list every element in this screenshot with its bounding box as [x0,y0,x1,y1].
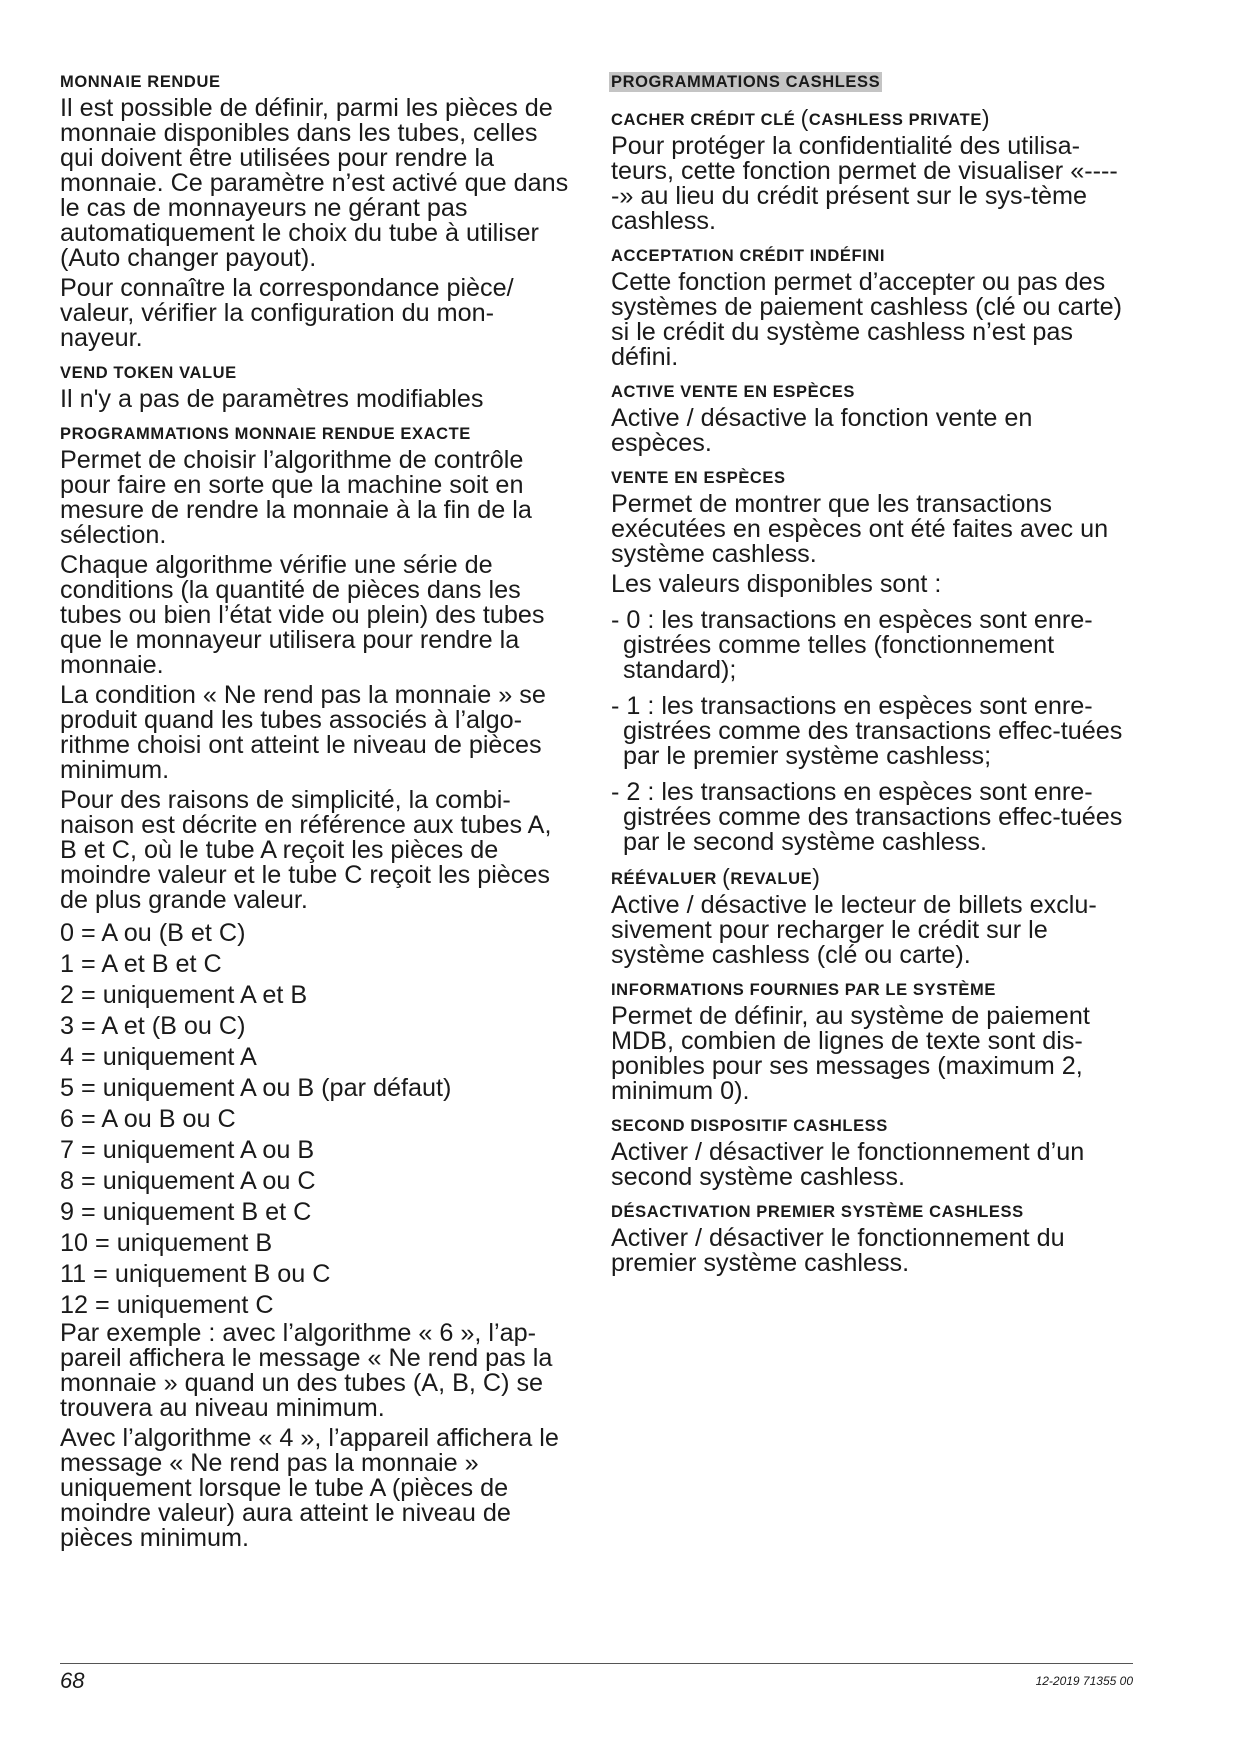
algorithm-item: 1 = A et B et C [60,950,222,978]
paragraph: Activer / désactiver le fonctionnement du premier système cashless. [611,1224,1065,1277]
algorithm-item: 3 = A et (B ou C) [60,1012,246,1040]
paragraph: Par exemple : avec l’algorithme « 6 », l’ap-pareil affichera le message « Ne rend pas la monnaie » quand un des tubes (A, B, C) se trouvera au niveau minimum. [60,1319,553,1422]
page-number: 68 [60,1668,85,1693]
paragraph: Active / désactive le lecteur de billets exclu-sivement pour recharger le crédit sur le système cashless (clé ou carte). [611,891,1097,969]
heading-acceptation-credit-indefini: ACCEPTATION CRÉDIT INDÉFINI [611,247,886,265]
paragraph: Permet de choisir l’algorithme de contrôle pour faire en sorte que la machine soit en mesure de rendre la monnaie à la fin de la sélection. [60,446,532,549]
algorithm-item: 9 = uniquement B et C [60,1198,312,1226]
heading-second-dispositif: SECOND DISPOSITIF CASHLESS [611,1117,888,1135]
paragraph: Pour des raisons de simplicité, la combi-naison est décrite en référence aux tubes A, B et C, où le tube A reçoit les pièces de moindre valeur et le tube C reçoit les pièces de plus grande valeur. [60,786,552,914]
paragraph: Pour connaître la correspondance pièce/ valeur, vérifier la configuration du mon-nayeur. [60,274,514,352]
heading-reevaluer: RÉÉVALUER (REVALUE) [611,864,821,890]
paragraph: Active / désactive la fonction vente en espèces. [611,404,1033,457]
paragraph: Permet de définir, au système de paiement MDB, combien de lignes de texte sont dis-ponibles pour ses messages (maximum 2, minimum 0). [611,1002,1090,1105]
algorithm-item: 12 = uniquement C [60,1291,274,1319]
heading-subtext: REVALUE [730,870,813,888]
paragraph: Cette fonction permet d’accepter ou pas des systèmes de paiement cashless (clé ou carte) si le crédit du système cashless n’est pas défini. [611,268,1122,371]
algorithm-item: 5 = uniquement A ou B (par défaut) [60,1074,452,1102]
algorithm-item: 8 = uniquement A ou C [60,1167,316,1195]
algorithm-item: 7 = uniquement A ou B [60,1136,315,1164]
heading-active-vente-especes: ACTIVE VENTE EN ESPÈCES [611,383,855,401]
paragraph: Avec l’algorithme « 4 », l’appareil affichera le message « Ne rend pas la monnaie » uniquement lorsque le tube A (pièces de moindre valeur) aura atteint le niveau de pièces minimum. [60,1424,559,1552]
heading-monnaie-rendue-exacte: PROGRAMMATIONS MONNAIE RENDUE EXACTE [60,425,471,443]
heading-text: RÉÉVALUER [611,870,717,888]
heading-monnaie-rendue: MONNAIE RENDUE [60,73,221,91]
paragraph: Les valeurs disponibles sont : [611,570,942,598]
algorithm-item: 0 = A ou (B et C) [60,919,246,947]
heading-cacher-credit-cle: CACHER CRÉDIT CLÉ (CASHLESS PRIVATE) [611,105,991,131]
paragraph: Pour protéger la confidentialité des utilisa-teurs, cette fonction permet de visualiser «-----» au lieu du crédit présent sur le sys-tème cashless. [611,132,1118,235]
right-column [611,72,1131,1281]
heading-desactivation-premier: DÉSACTIVATION PREMIER SYSTÈME CASHLESS [611,1203,1024,1221]
value-option: - 0 : les transactions en espèces sont enre-gistrées comme telles (fonctionnement standard); [611,606,1093,684]
paragraph: La condition « Ne rend pas la monnaie » se produit quand les tubes associés à l’algo-rithme choisi ont atteint le niveau de pièces minimum. [60,681,546,784]
algorithm-item: 6 = A ou B ou C [60,1105,236,1133]
document-reference: 12-2019 71355 00 [1035,1674,1133,1688]
algorithm-item: 4 = uniquement A [60,1043,257,1071]
heading-programmations-cashless: PROGRAMMATIONS CASHLESS [611,73,881,91]
left-column [60,72,575,1556]
paragraph: Activer / désactiver le fonctionnement d’un second système cashless. [611,1138,1085,1191]
heading-vend-token-value: VEND TOKEN VALUE [60,364,237,382]
value-option: - 1 : les transactions en espèces sont enre-gistrées comme des transactions effec-tuées par le premier système cashless; [611,692,1123,770]
algorithm-item: 2 = uniquement A et B [60,981,308,1009]
footer-rule [60,1663,1133,1664]
algorithm-item: 11 = uniquement B ou C [60,1260,331,1288]
paragraph: Permet de montrer que les transactions exécutées en espèces ont été faites avec un système cashless. [611,490,1109,568]
value-option: - 2 : les transactions en espèces sont enre-gistrées comme des transactions effec-tuées par le second système cashless. [611,778,1123,856]
heading-subtext: CASHLESS PRIVATE [808,111,982,129]
heading-informations-systeme: INFORMATIONS FOURNIES PAR LE SYSTÈME [611,981,996,999]
paragraph: Chaque algorithme vérifie une série de conditions (la quantité de pièces dans les tubes ou bien l’état vide ou plein) des tubes que le monnayeur utilisera pour rendre la monnaie. [60,551,545,679]
heading-vente-especes: VENTE EN ESPÈCES [611,469,786,487]
algorithm-list [60,918,575,1321]
heading-text: CACHER CRÉDIT CLÉ [611,111,796,129]
algorithm-item: 10 = uniquement B [60,1229,273,1257]
paragraph: Il est possible de définir, parmi les pièces de monnaie disponibles dans les tubes, celles qui doivent être utilisées pour rendre la monnaie. Ce paramètre n’est activé que dans le cas de monnayeurs ne gérant pas automatiquement le choix du tube à utiliser (Auto changer payout). [60,94,569,272]
paragraph: Il n'y a pas de paramètres modifiables [60,385,484,413]
